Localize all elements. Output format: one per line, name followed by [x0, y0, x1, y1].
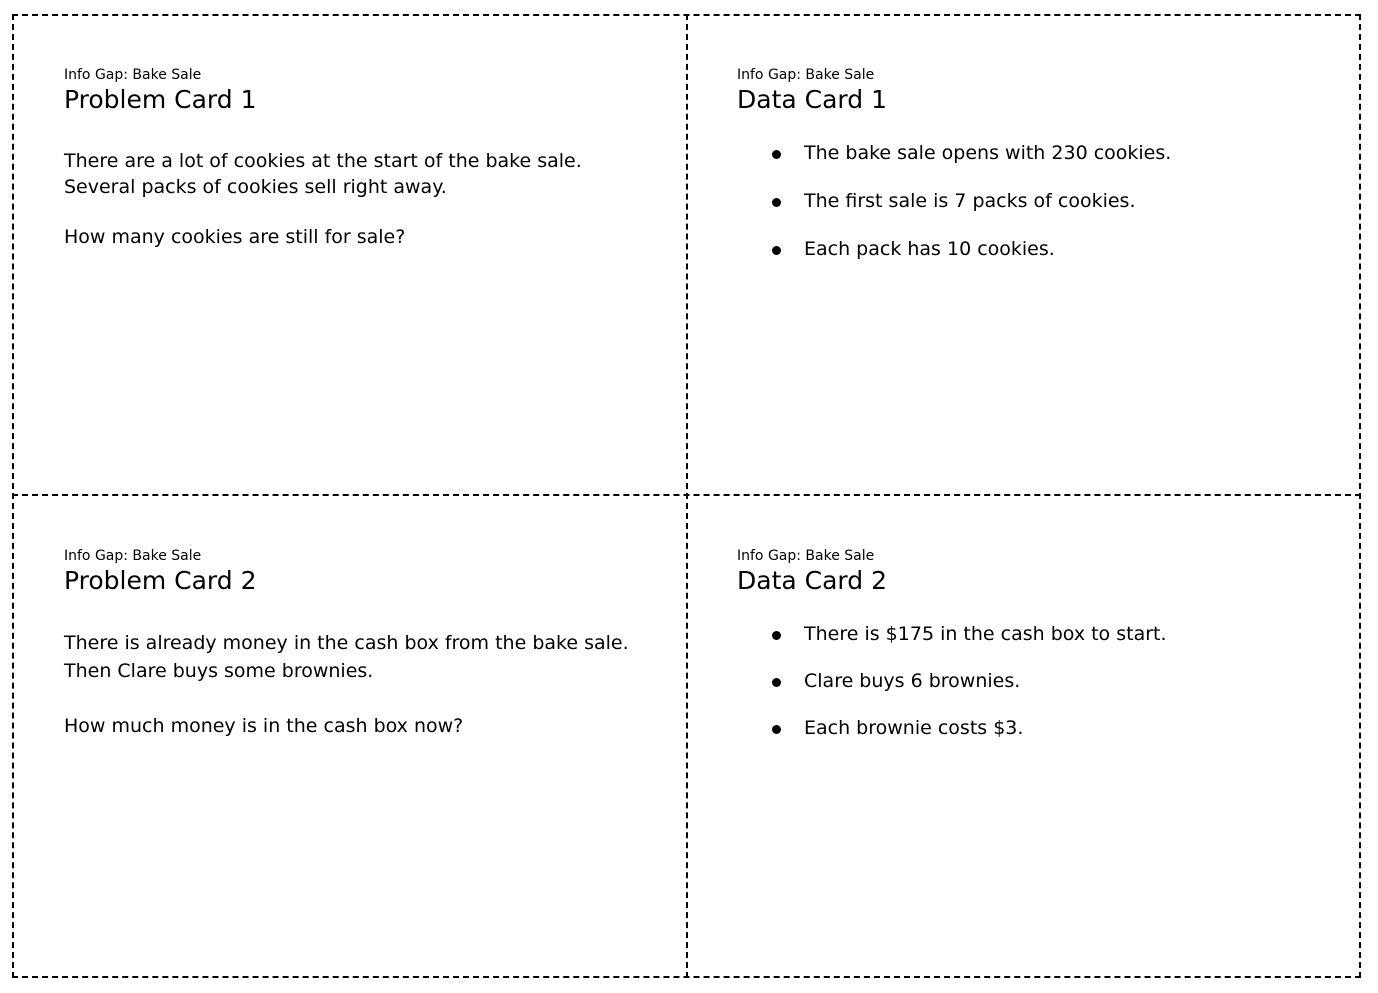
data-card-2: [737, 547, 1337, 947]
data-item: [737, 236, 1337, 262]
card-title: Problem Card 2: [64, 566, 257, 595]
data-item-text: The bake sale opens with 230 cookies.: [804, 142, 1172, 164]
problem-text: [64, 148, 664, 200]
problem-line: There are a lot of cookies at the start of the bake sale.: [64, 150, 582, 172]
data-item-text: The first sale is 7 packs of cookies.: [804, 190, 1136, 212]
data-item: [737, 188, 1337, 214]
data-item: [737, 715, 1337, 741]
problem-card-2: [64, 547, 664, 947]
bullet-icon: [772, 246, 781, 255]
problem-line: Then Clare buys some brownies.: [64, 660, 374, 682]
problem-question: How much money is in the cash box now?: [64, 715, 464, 737]
data-item: [737, 668, 1337, 694]
problem-line: Several packs of cookies sell right away.: [64, 176, 447, 198]
problem-question: How many cookies are still for sale?: [64, 226, 406, 248]
data-item: [737, 621, 1337, 647]
problem-card-1: [64, 66, 664, 466]
problem-line: There is already money in the cash box from the bake sale.: [64, 632, 629, 654]
data-item-text: There is $175 in the cash box to start.: [804, 623, 1167, 645]
cut-line-horizontal: [12, 494, 1361, 496]
data-card-1: [737, 66, 1337, 466]
bullet-icon: [772, 678, 781, 687]
data-item-text: Each pack has 10 cookies.: [804, 238, 1055, 260]
bullet-icon: [772, 198, 781, 207]
data-list: [737, 621, 1337, 741]
bullet-icon: [772, 150, 781, 159]
bullet-icon: [772, 725, 781, 734]
card-title: Problem Card 1: [64, 85, 257, 114]
card-kicker: Info Gap: Bake Sale: [737, 548, 875, 564]
data-list: [737, 140, 1337, 262]
cut-line-vertical: [686, 14, 688, 978]
card-kicker: Info Gap: Bake Sale: [64, 67, 202, 83]
card-kicker: Info Gap: Bake Sale: [64, 548, 202, 564]
card-title: Data Card 1: [737, 85, 887, 114]
data-item-text: Clare buys 6 brownies.: [804, 670, 1021, 692]
card-title: Data Card 2: [737, 566, 887, 595]
bullet-icon: [772, 631, 781, 640]
data-item: [737, 140, 1337, 166]
card-kicker: Info Gap: Bake Sale: [737, 67, 875, 83]
problem-text: [64, 629, 664, 685]
data-item-text: Each brownie costs $3.: [804, 717, 1024, 739]
